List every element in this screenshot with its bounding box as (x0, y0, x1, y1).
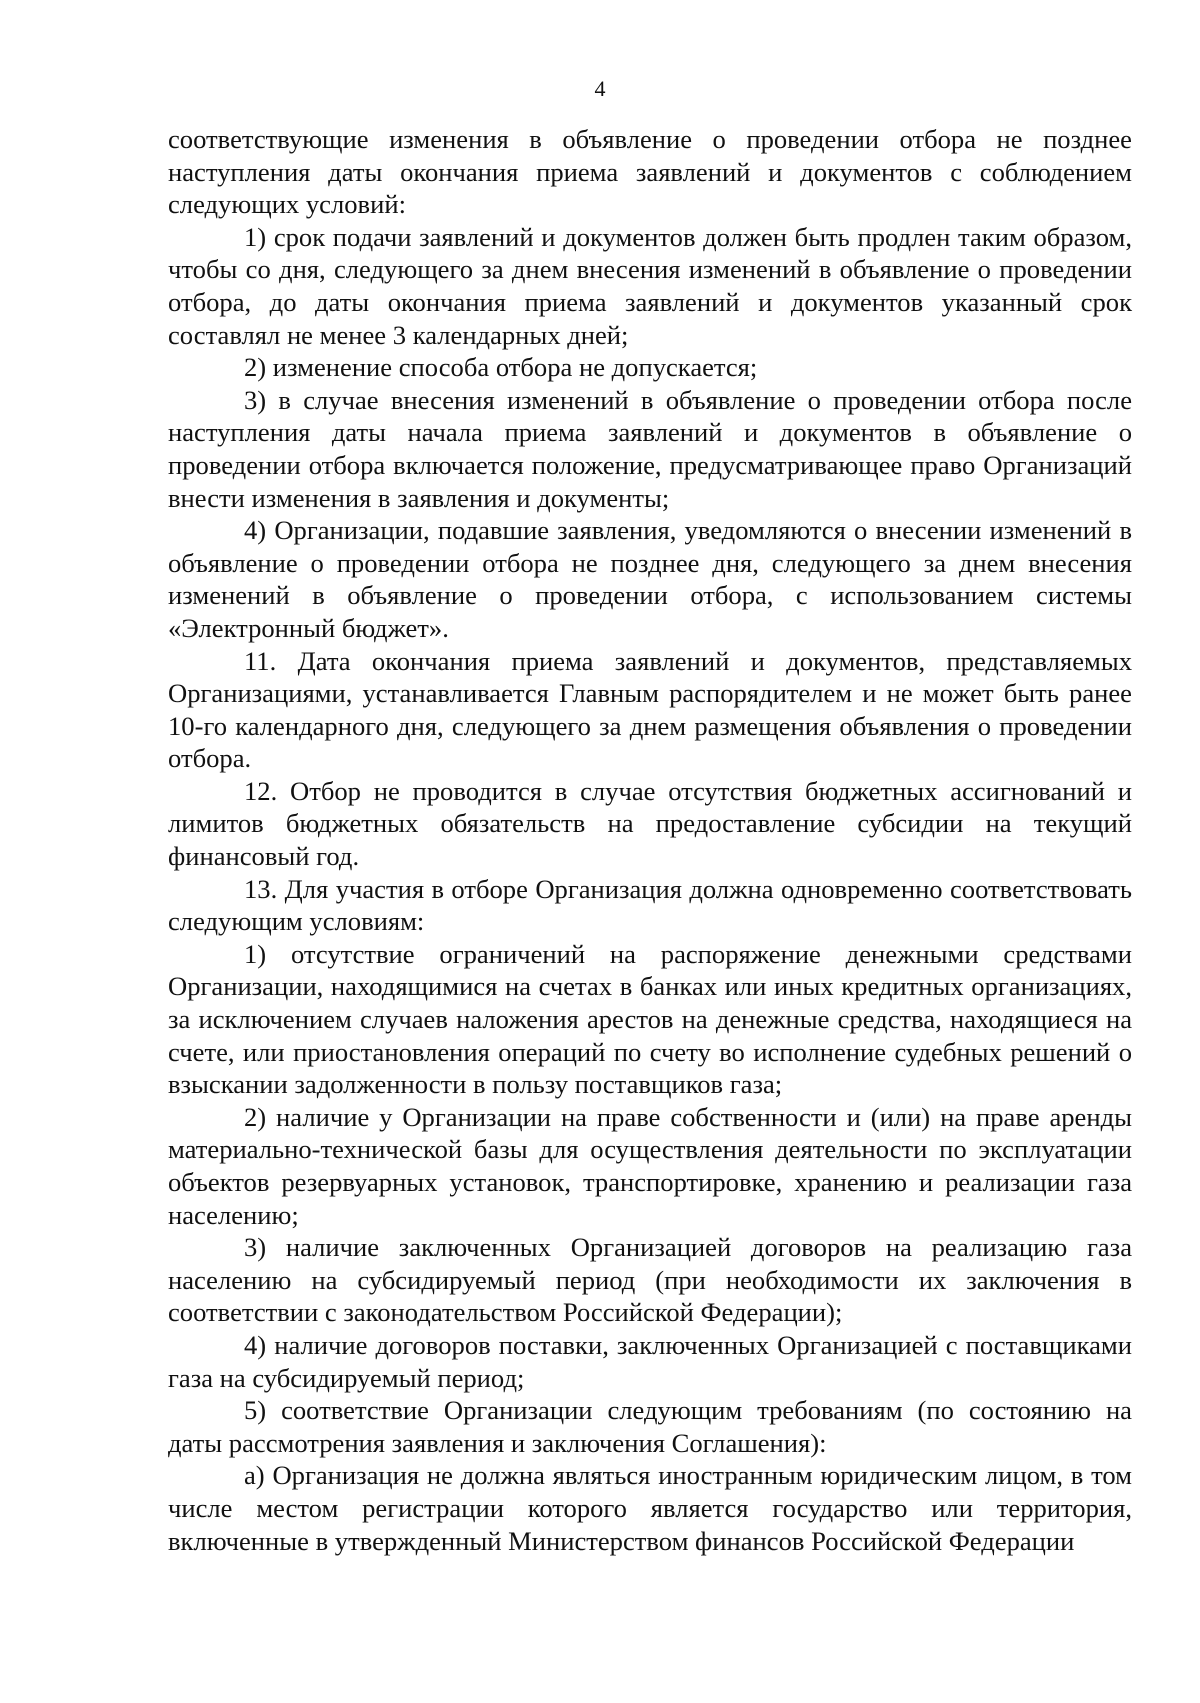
paragraph-subitem-1: 1) срок подачи заявлений и документов должен быть продлен таким образом, чтобы со дня, следующего за днем внесения изменений в объявление о проведении отбора, до даты окончания приема заявлений и документов указанный срок составлял не менее 3 календарных дней; (168, 221, 1132, 350)
paragraph-condition-3: 3) наличие заключенных Организацией договоров на реализацию газа населению на субсидируемый период (при необходимости их заключения в соответствии с законодательством Российской Федерации); (168, 1232, 1132, 1328)
paragraph-item-12: 12. Отбор не проводится в случае отсутствия бюджетных ассигнований и лимитов бюджетных обязательств на предоставление субсидии на текущий финансовый год. (168, 775, 1132, 872)
paragraph-condition-4: 4) наличие договоров поставки, заключенных Организацией с поставщиками газа на субсидируемый период; (168, 1329, 1132, 1393)
paragraph-subitem-2: 2) изменение способа отбора не допускается; (244, 352, 758, 383)
paragraph-continuation: соответствующие изменения в объявление о проведении отбора не позднее наступления даты окончания приема заявлений и документов с соблюдением следующих условий: (168, 124, 1132, 220)
page-number: 4 (594, 76, 606, 101)
paragraph-condition-5: 5) соответствие Организации следующим требованиям (по состоянию на даты рассмотрения заявления и заключения Соглашения): (168, 1395, 1132, 1458)
paragraph-item-13: 13. Для участия в отборе Организация должна одновременно соответствовать следующим условиям: (168, 873, 1132, 937)
paragraph-condition-1: 1) отсутствие ограничений на распоряжение денежными средствами Организации, находящимися на счетах в банках или иных кредитных организациях, за исключением случаев наложения арестов на денежные средства, находящиеся на счете, или приостановления операций по счету во исполнение судебных решений о взыскании задолженности в пользу поставщиков газа; (168, 938, 1132, 1100)
paragraph-subitem-4: 4) Организации, подавшие заявления, уведомляются о внесении изменений в объявление о проведении отбора не позднее дня, следующего за днем внесения изменений в объявление о проведении отбора, с использованием системы «Электронный бюджет». (168, 515, 1132, 643)
paragraph-item-11: 11. Дата окончания приема заявлений и документов, представляемых Организациями, устанавливается Главным распорядителем и не может быть ранее 10-го календарного дня, следующего за днем размещения объявления о проведении отбора. (168, 645, 1132, 774)
document-body (168, 123, 1132, 1557)
paragraph-subitem-3: 3) в случае внесения изменений в объявление о проведении отбора после наступления даты начала приема заявлений и документов в объявление о проведении отбора включается положение, предусматривающее право Организаций внести изменения в заявления и документы; (168, 384, 1132, 513)
paragraph-requirement-a: а) Организация не должна являться иностранным юридическим лицом, в том числе местом регистрации которого является государство или территория, включенные в утвержденный Министерством финансов Российской Федерации (168, 1460, 1132, 1556)
paragraph-condition-2: 2) наличие у Организации на праве собственности и (или) на праве аренды материально-технической базы для осуществления деятельности по эксплуатации объектов резервуарных установок, транспортировке, хранению и реализации газа населению; (168, 1101, 1132, 1230)
